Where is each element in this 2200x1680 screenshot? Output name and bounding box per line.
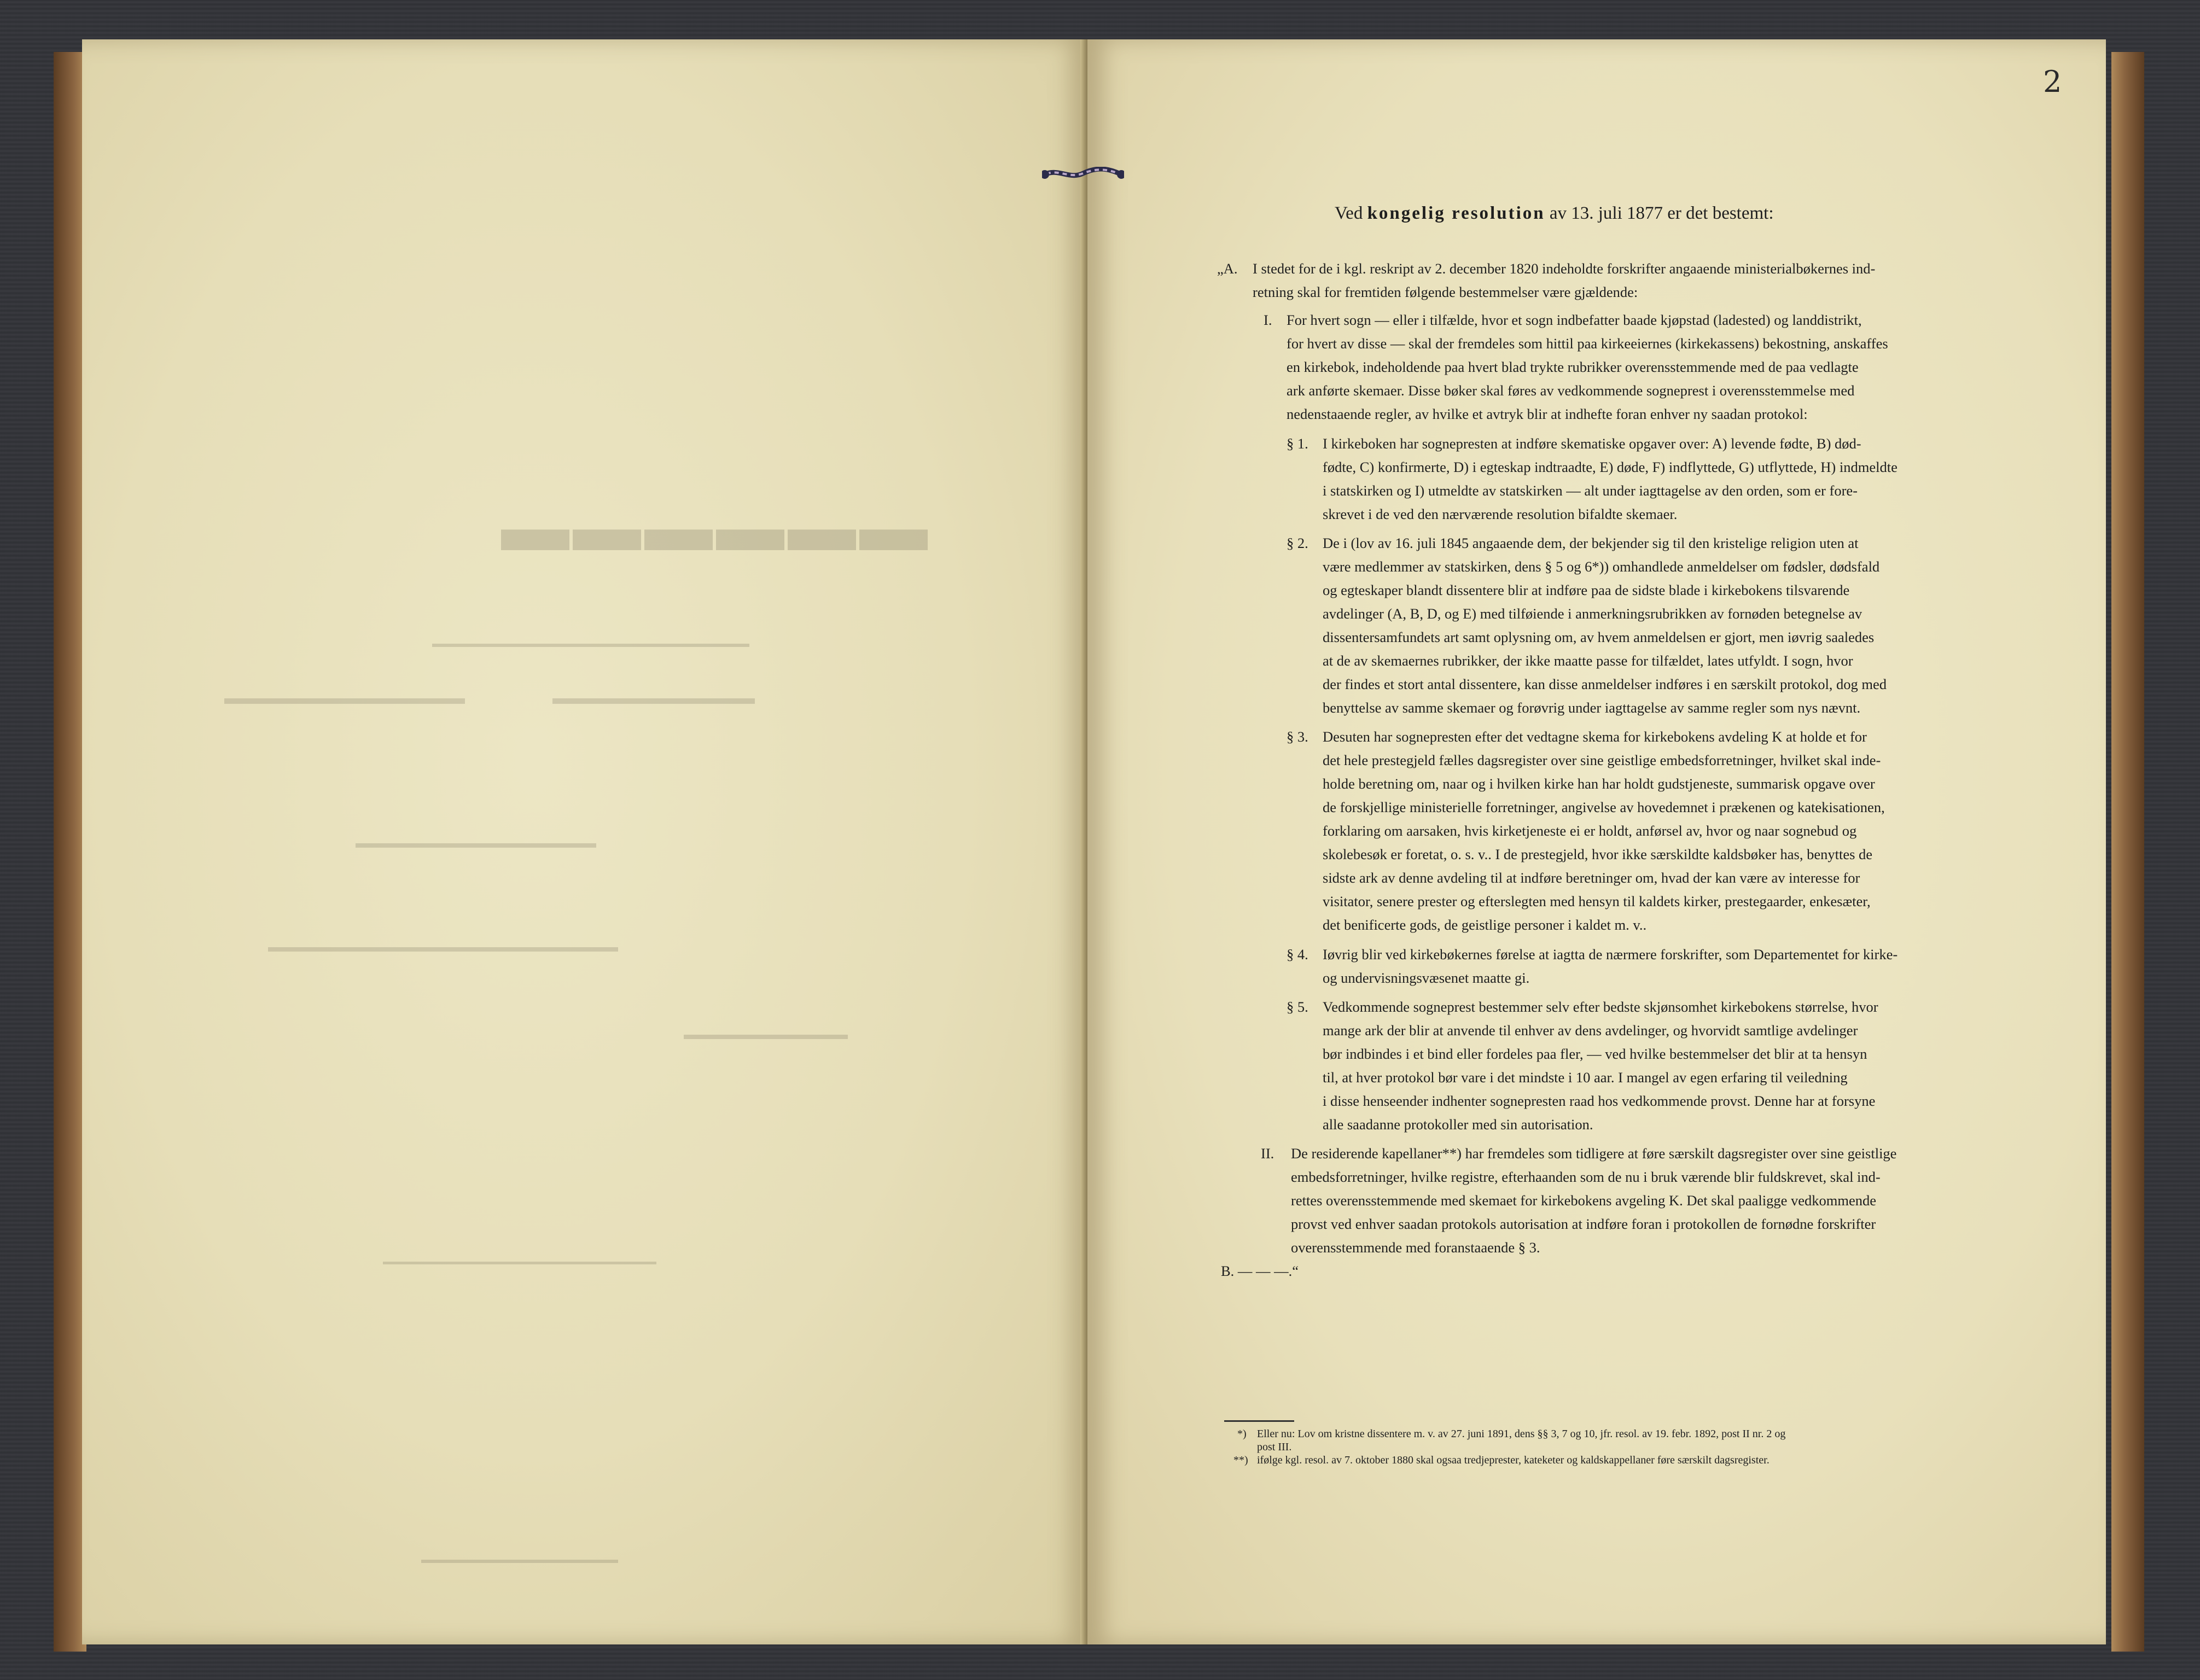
paragraph-3-line: det hele prestegjeld fælles dagsregister over sine geistlige embedsforretninger, hvilket skal inde-	[1323, 752, 1881, 768]
paragraph-4-line: Iøvrig blir ved kirkebøkernes førelse at iagtta de nærmere forskrifter, som Departementet for kirke-	[1323, 946, 1898, 962]
show-through-mark	[552, 698, 755, 704]
show-through-rule	[432, 644, 749, 647]
part-ii-line: rettes overensstemmende med skemaet for kirkebokens avgeling K. Det skal paaligge vedkommende	[1291, 1192, 1876, 1209]
footnote-1-line: Eller nu: Lov om kristne dissentere m. v. av 27. juni 1891, dens §§ 3, 7 og 10, jfr. resol. av 19. febr. 1892, post II nr. 2 og	[1257, 1428, 1786, 1440]
show-through-rule	[383, 1262, 656, 1264]
paragraph-5-line: til, at hver protokol bør vare i det mindste i 10 aar. I mangel av egen erfaring til veiledning	[1323, 1069, 1848, 1086]
left-page	[82, 39, 1087, 1644]
paragraph-2-line: være medlemmer av statskirken, dens § 5 og 6*)) omhandlede anmeldelser om fødsler, dødsfald	[1323, 558, 1880, 575]
binding-thread-icon	[1042, 167, 1124, 181]
show-through-mark	[224, 698, 465, 704]
paragraph-3-line: Desuten har sognepresten efter det vedtagne skema for kirkebokens avdeling K at holde et for	[1323, 728, 1867, 745]
paragraph-4-marker: § 4.	[1287, 946, 1308, 962]
paragraph-3-marker: § 3.	[1287, 728, 1308, 745]
section-a-line: retning skal for fremtiden følgende bestemmelser være gjældende:	[1253, 284, 1638, 300]
paragraph-3-line: forklaring om aarsaken, hvis kirketjeneste ei er holdt, anførsel av, hvor og naar sognebud og	[1323, 822, 1857, 839]
paragraph-3-line: holde beretning om, naar og i hvilken kirke han har holdt gudstjeneste, summarisk opgave over	[1323, 775, 1875, 792]
part-i-line: nedenstaaende regler, av hvilke et avtryk blir at indhefte foran enhver ny saadan protokol:	[1287, 406, 1808, 422]
footnote-2-marker: **)	[1233, 1454, 1248, 1466]
footnote-rule	[1224, 1420, 1294, 1422]
part-i-marker: I.	[1264, 312, 1272, 328]
paragraph-2-marker: § 2.	[1287, 535, 1308, 551]
part-i-line: en kirkebok, indeholdende paa hvert blad trykte rubrikker overensstemmende med de paa vedlagte	[1287, 359, 1859, 375]
paragraph-3-line: sidste ark av denne avdeling til at indføre beretninger om, hvad der kan være av interesse for	[1323, 870, 1860, 886]
paragraph-1-line: fødte, C) konfirmerte, D) i egteskap indtraadte, E) døde, F) indflyttede, G) utflyttede, H) indmeldte	[1323, 459, 1898, 475]
part-ii-line: provst ved enhver saadan protokols autorisation at indføre foran i protokollen de fornødne forskrifter	[1291, 1216, 1876, 1232]
section-a-marker: „A.	[1217, 260, 1238, 277]
paragraph-1-line: i statskirken og I) utmeldte av statskirken — alt under iagttagelse av den orden, som er fore-	[1323, 482, 1858, 499]
paragraph-5-line: alle saadanne protokoller med sin autorisation.	[1323, 1116, 1593, 1133]
paragraph-2-line: at de av skemaernes rubrikker, der ikke maatte passe for tilfældet, lates utfyldt. I sogn, hvor	[1323, 652, 1853, 669]
paragraph-3-line: det benificerte gods, de geistlige personer i kaldet m. v..	[1323, 917, 1647, 933]
show-through-title: ▬▬▬▬▬▬	[498, 489, 928, 565]
show-through-mark	[421, 1560, 618, 1563]
paragraph-5-marker: § 5.	[1287, 999, 1308, 1015]
part-i-line: ark anførte skemaer. Disse bøker skal føres av vedkommende sogneprest i overensstemmelse med	[1287, 382, 1855, 399]
paragraph-2-line: De i (lov av 16. juli 1845 angaaende dem, der bekjender sig til den kristelige religion uten at	[1323, 535, 1859, 551]
cover-edge-left	[54, 52, 86, 1652]
paragraph-2-line: og egteskaper blandt dissentere blir at indføre paa de sidste blade i kirkebokens tilsvarende	[1323, 582, 1850, 598]
footnote-1-line: post III.	[1257, 1441, 1292, 1453]
section-a-line: I stedet for de i kgl. reskript av 2. december 1820 indeholdte forskrifter angaaende ministerialbøkernes ind-	[1253, 260, 1876, 277]
paragraph-5-line: bør indbindes i et bind eller fordeles paa fler, — ved hvilke bestemmelser det blir at ta hensyn	[1323, 1046, 1867, 1062]
section-b: B. — — —.“	[1221, 1263, 1299, 1279]
paragraph-1-line: I kirkeboken har sognepresten at indføre skematiske opgaver over: A) levende fødte, B) død-	[1323, 435, 1861, 452]
footnote-1-marker: *)	[1237, 1428, 1247, 1440]
part-ii-marker: II.	[1261, 1145, 1274, 1162]
show-through-mark	[684, 1035, 848, 1039]
paragraph-2-line: avdelinger (A, B, D, og E) med tilføiende i anmerkningsrubrikken av fornøden betegnelse av	[1323, 605, 1863, 622]
page-number: 2	[2043, 65, 2062, 99]
paragraph-5-line: Vedkommende sogneprest bestemmer selv efter bedste skjønsomhet kirkebokens størrelse, hvor	[1323, 999, 1878, 1015]
show-through-mark	[268, 947, 618, 952]
paragraph-3-line: visitator, senere prester og efterslegten med hensyn til kaldets kirker, prestegaarder, enkesæter,	[1323, 893, 1871, 909]
paragraph-1-line: skrevet i de ved den nærværende resolution bifaldte skemaer.	[1323, 506, 1678, 522]
footnote-2-line: ifølge kgl. resol. av 7. oktober 1880 skal ogsaa tredjeprester, kateketer og kaldskappellaner føre særskilt dagsregister.	[1257, 1454, 1770, 1466]
part-ii-line: De residerende kapellaner**) har fremdeles som tidligere at føre særskilt dagsregister over sine geistlige	[1291, 1145, 1897, 1162]
paragraph-1-marker: § 1.	[1287, 435, 1308, 452]
part-i-line: For hvert sogn — eller i tilfælde, hvor et sogn indbefatter baade kjøpstad (ladested) og landdistrikt,	[1287, 312, 1862, 328]
paragraph-2-line: der findes et stort antal dissentere, kan disse anmeldelser indføres i en særskilt protokol, dog med	[1323, 676, 1887, 692]
paragraph-3-line: de forskjellige ministerielle forretninger, angivelse av hovedemnet i prækenen og katekisationen,	[1323, 799, 1885, 815]
paragraph-2-line: benyttelse av samme skemaer og forøvrig under iagttagelse av samme regler som nys nævnt.	[1323, 699, 1861, 716]
part-ii-line: overensstemmende med foranstaaende § 3.	[1291, 1239, 1540, 1256]
part-i-line: for hvert av disse — skal der fremdeles som hittil paa kirkeeiernes (kirkekassens) bekostning, anskaffes	[1287, 335, 1888, 352]
cover-edge-right	[2111, 52, 2144, 1652]
part-ii-line: embedsforretninger, hvilke registre, efterhaanden som de nu i bruk værende blir fuldskrevet, skal ind-	[1291, 1169, 1881, 1185]
paragraph-5-line: i disse henseender indhenter sognepresten raad hos vedkommende provst. Denne har at forsyne	[1323, 1093, 1876, 1109]
paragraph-5-line: mange ark der blir at anvende til enhver av dens avdelinger, og hvorvidt samtlige avdelinger	[1323, 1022, 1858, 1039]
paragraph-4-line: og undervisningsvæsenet maatte gi.	[1323, 970, 1530, 986]
show-through-mark	[356, 843, 596, 848]
paragraph-2-line: dissentersamfundets art samt oplysning om, av hvem anmeldelsen er gjort, men iøvrig saaledes	[1323, 629, 1875, 645]
page-heading: Ved kongelig resolution av 13. juli 1877 er det bestemt:	[1335, 203, 1774, 223]
paragraph-3-line: skolebesøk er foretat, o. s. v.. I de prestegjeld, hvor ikke særskildte kaldsbøker has, benyttes de	[1323, 846, 1873, 862]
